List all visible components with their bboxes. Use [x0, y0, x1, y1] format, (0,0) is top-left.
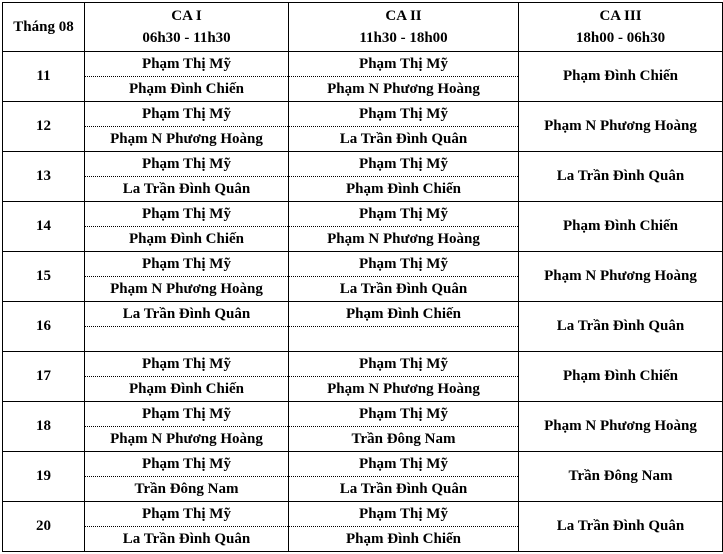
- shift-cell-ca2: [289, 402, 519, 452]
- day-cell: [3, 452, 85, 502]
- shift-cell-ca2: [289, 202, 519, 252]
- shift-header-ca2: [289, 3, 519, 52]
- shift-cell-ca2: [289, 152, 519, 202]
- staff-name: Phạm N Phương Hoàng: [544, 118, 697, 134]
- day-number: 20: [36, 518, 51, 534]
- shift-cell-ca2: [289, 502, 519, 552]
- shift-cell-ca2: [289, 252, 519, 302]
- staff-name: Phạm Đình Chiến: [128, 80, 245, 97]
- day-number: 12: [36, 118, 51, 134]
- staff-name: Phạm Thị Mỹ: [289, 152, 518, 177]
- staff-name: Phạm Đình Chiến: [128, 230, 245, 247]
- staff-name: La Trần Đình Quân: [339, 130, 468, 147]
- staff-name: [85, 327, 288, 351]
- staff-name: La Trần Đình Quân: [85, 302, 288, 327]
- shift-cell-ca1: [85, 452, 289, 502]
- shift-time: 06h30 - 11h30: [142, 30, 231, 46]
- staff-name: Trần Đông Nam: [351, 430, 456, 447]
- shift-name: CA I: [171, 8, 202, 24]
- day-cell: [3, 152, 85, 202]
- staff-name: Phạm Thị Mỹ: [289, 102, 518, 127]
- staff-name: Phạm Đình Chiến: [562, 218, 679, 234]
- staff-name: Phạm Đình Chiến: [289, 302, 518, 327]
- table-row: [3, 352, 723, 402]
- table-row: [3, 302, 723, 352]
- shift-time: 11h30 - 18h00: [359, 30, 448, 46]
- staff-name: La Trần Đình Quân: [122, 530, 251, 547]
- shift-cell-ca3: [519, 152, 723, 202]
- staff-name: Phạm N Phương Hoàng: [327, 380, 480, 397]
- day-cell: [3, 202, 85, 252]
- shift-cell-ca2: [289, 302, 519, 352]
- shift-time: 18h00 - 06h30: [575, 30, 666, 46]
- staff-name: Phạm Thị Mỹ: [85, 252, 288, 277]
- table-row: [3, 202, 723, 252]
- staff-name: Phạm Đình Chiến: [562, 368, 679, 384]
- table-row: [3, 402, 723, 452]
- staff-name: Phạm Thị Mỹ: [85, 202, 288, 227]
- staff-name: Phạm N Phương Hoàng: [110, 130, 263, 147]
- shift-cell-ca3: [519, 352, 723, 402]
- day-number: 15: [36, 268, 51, 284]
- day-number: 13: [36, 168, 51, 184]
- staff-name: Phạm N Phương Hoàng: [110, 280, 263, 297]
- month-header: [3, 3, 85, 52]
- shift-cell-ca2: [289, 352, 519, 402]
- staff-name: Phạm N Phương Hoàng: [327, 80, 480, 97]
- staff-name: La Trần Đình Quân: [556, 168, 685, 184]
- staff-name: Phạm N Phương Hoàng: [327, 230, 480, 247]
- shift-header-ca1: [85, 3, 289, 52]
- day-cell: [3, 352, 85, 402]
- shift-cell-ca1: [85, 52, 289, 102]
- staff-name: Phạm Thị Mỹ: [289, 352, 518, 377]
- shift-cell-ca1: [85, 102, 289, 152]
- day-cell: [3, 302, 85, 352]
- shift-cell-ca3: [519, 102, 723, 152]
- shift-schedule-table: [2, 2, 723, 552]
- day-number: 18: [36, 418, 51, 434]
- shift-cell-ca1: [85, 402, 289, 452]
- day-number: 17: [36, 368, 51, 384]
- day-cell: [3, 52, 85, 102]
- staff-name: Phạm Đình Chiến: [562, 68, 679, 84]
- staff-name: Phạm Thị Mỹ: [289, 502, 518, 527]
- table-row: [3, 152, 723, 202]
- day-number: 19: [36, 468, 51, 484]
- shift-header-ca3: [519, 3, 723, 52]
- shift-cell-ca3: [519, 452, 723, 502]
- day-cell: [3, 102, 85, 152]
- staff-name: Phạm N Phương Hoàng: [110, 430, 263, 447]
- day-number: 16: [36, 318, 51, 334]
- table-row: [3, 52, 723, 102]
- table-row: [3, 252, 723, 302]
- staff-name: Phạm Thị Mỹ: [85, 52, 288, 77]
- day-cell: [3, 252, 85, 302]
- shift-cell-ca3: [519, 252, 723, 302]
- shift-cell-ca2: [289, 52, 519, 102]
- day-cell: [3, 502, 85, 552]
- staff-name: La Trần Đình Quân: [556, 518, 685, 534]
- staff-name: Phạm N Phương Hoàng: [544, 268, 697, 284]
- day-cell: [3, 402, 85, 452]
- shift-cell-ca3: [519, 52, 723, 102]
- staff-name: Phạm Đình Chiến: [345, 530, 462, 547]
- table-row: [3, 102, 723, 152]
- staff-name: Phạm Thị Mỹ: [289, 402, 518, 427]
- staff-name: La Trần Đình Quân: [556, 318, 685, 334]
- staff-name: Phạm Thị Mỹ: [85, 352, 288, 377]
- shift-name: CA III: [599, 8, 642, 24]
- day-number: 14: [36, 218, 51, 234]
- shift-cell-ca1: [85, 302, 289, 352]
- staff-name: Phạm Thị Mỹ: [289, 452, 518, 477]
- shift-cell-ca1: [85, 352, 289, 402]
- shift-cell-ca2: [289, 452, 519, 502]
- staff-name: Trần Đông Nam: [134, 480, 239, 497]
- staff-name: La Trần Đình Quân: [339, 280, 468, 297]
- shift-cell-ca3: [519, 202, 723, 252]
- shift-cell-ca2: [289, 102, 519, 152]
- staff-name: Phạm N Phương Hoàng: [544, 418, 697, 434]
- staff-name: Phạm Thị Mỹ: [85, 102, 288, 127]
- shift-cell-ca3: [519, 402, 723, 452]
- header-row: [3, 3, 723, 52]
- shift-cell-ca3: [519, 302, 723, 352]
- staff-name: Phạm Thị Mỹ: [85, 502, 288, 527]
- staff-name: La Trần Đình Quân: [339, 480, 468, 497]
- shift-cell-ca1: [85, 252, 289, 302]
- staff-name: La Trần Đình Quân: [122, 180, 251, 197]
- day-number: 11: [36, 68, 51, 84]
- staff-name: Phạm Đình Chiến: [345, 180, 462, 197]
- staff-name: Phạm Thị Mỹ: [289, 252, 518, 277]
- shift-name: CA II: [385, 8, 422, 24]
- staff-name: Phạm Thị Mỹ: [85, 452, 288, 477]
- table-row: [3, 502, 723, 552]
- staff-name: Phạm Thị Mỹ: [85, 402, 288, 427]
- staff-name: Phạm Thị Mỹ: [289, 52, 518, 77]
- shift-cell-ca1: [85, 202, 289, 252]
- staff-name: Phạm Đình Chiến: [128, 380, 245, 397]
- month-label: Tháng 08: [13, 18, 74, 35]
- staff-name: Phạm Thị Mỹ: [85, 152, 288, 177]
- shift-cell-ca1: [85, 502, 289, 552]
- staff-name: [289, 327, 518, 351]
- table-row: [3, 452, 723, 502]
- staff-name: Trần Đông Nam: [568, 468, 673, 484]
- staff-name: Phạm Thị Mỹ: [289, 202, 518, 227]
- shift-cell-ca1: [85, 152, 289, 202]
- shift-cell-ca3: [519, 502, 723, 552]
